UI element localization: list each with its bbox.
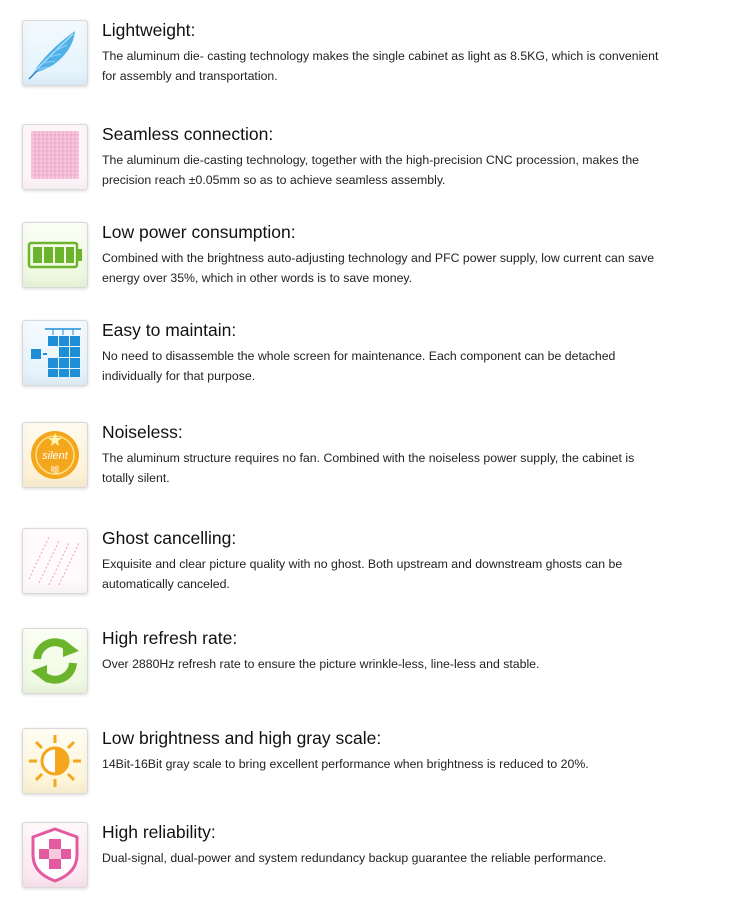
feature-description: The aluminum structure requires no fan. Combined with the noiseless power supply, the cabinet is totally silent. (102, 451, 635, 485)
modules-icon (22, 320, 88, 386)
refresh-icon (22, 628, 88, 694)
feature-description: Over 2880Hz refresh rate to ensure the picture wrinkle-less, line-less and stable. (102, 657, 540, 671)
battery-icon (22, 222, 88, 288)
sun-icon (22, 728, 88, 794)
feature-description: Exquisite and clear picture quality with no ghost. Both upstream and downstream ghosts can be automatically canceled. (102, 557, 623, 591)
feature-title: Low power consumption: (102, 222, 296, 242)
grid-icon (22, 124, 88, 190)
feature-description: 14Bit-16Bit gray scale to bring excellent performance when brightness is reduced to 20%. (102, 757, 589, 771)
feature-description: The aluminum die- casting technology makes the single cabinet as light as 8.5KG, which is convenient for assembly and transportation. (102, 49, 659, 83)
feature-description: The aluminum die-casting technology, together with the high-precision CNC procession, makes the precision reach ±0.05mm so as to achieve seamless assembly. (102, 153, 640, 187)
feature-title: High reliability: (102, 822, 216, 842)
feature-description: Combined with the brightness auto-adjusting technology and PFC power supply, low current can save energy over 35%, which in other words is to save money. (102, 251, 655, 285)
feature-title: Low brightness and high gray scale: (102, 728, 382, 748)
feature-title: High refresh rate: (102, 628, 238, 648)
feature-title: Noiseless: (102, 422, 183, 442)
silent-icon (22, 422, 88, 488)
feature-description: No need to disassemble the whole screen for maintenance. Each component can be detached individually for that purpose. (102, 349, 616, 383)
feature-title: Seamless connection: (102, 124, 274, 144)
feather-icon (22, 20, 88, 86)
feature-title: Easy to maintain: (102, 320, 237, 340)
feature-title: Ghost cancelling: (102, 528, 237, 548)
silent-badge-glyph: 嘘 (50, 466, 60, 476)
feature-title: Lightweight: (102, 20, 196, 40)
ghost-lines-icon (22, 528, 88, 594)
shield-icon (22, 822, 88, 888)
feature-description: Dual-signal, dual-power and system redundancy backup guarantee the reliable performance. (102, 851, 607, 865)
silent-badge-text: silent (42, 450, 68, 462)
